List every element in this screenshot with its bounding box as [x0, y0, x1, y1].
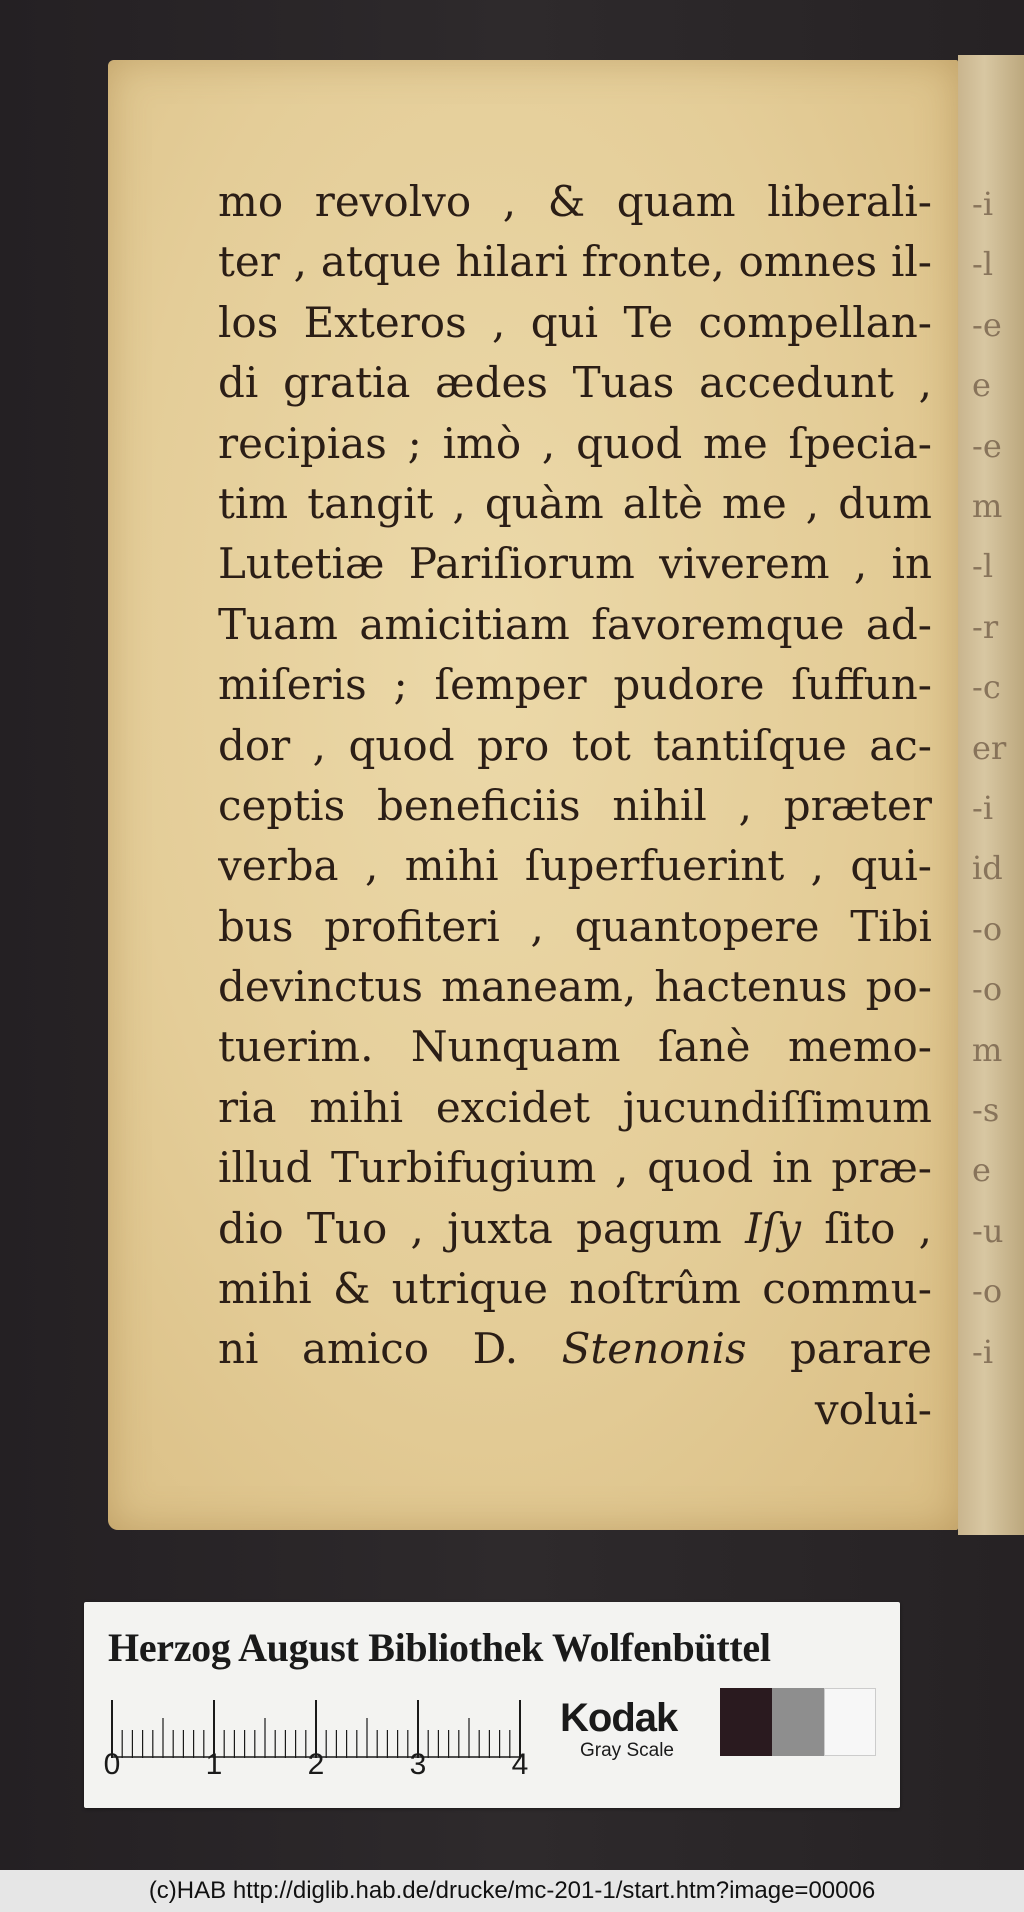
text-line: di gratia ædes Tuas accedunt , [218, 358, 932, 408]
adjacent-text-fragment: -c [972, 668, 1001, 707]
adjacent-text-fragment: -o [972, 909, 1003, 948]
text-line: devinctus maneam, hactenus po- [218, 962, 932, 1012]
text-line: ter , atque hilari fronte, omnes il- [218, 237, 932, 287]
adjacent-text-fragment: -r [972, 607, 999, 646]
line-segment: ſito , [800, 1203, 932, 1253]
text-line: los Exteros , qui Te compellan- [218, 297, 932, 347]
swatch-gray [772, 1688, 824, 1756]
adjacent-text-fragment: e [972, 366, 991, 405]
text-line: tim tangit , quàm altè me , dum [218, 478, 932, 528]
page-text [218, 172, 932, 1440]
text-line: Lutetiæ Pariſiorum viverem , in [218, 539, 932, 589]
text-line [218, 1199, 932, 1259]
text-line: bus profiteri , quantopere Tibi [218, 901, 932, 951]
adjacent-text-fragment: -o [972, 970, 1003, 1009]
text-line: mihi & utrique noſtrûm commu- [218, 1264, 932, 1314]
swatch-white [824, 1688, 876, 1756]
gray-scale-label: Gray Scale [580, 1740, 674, 1761]
adjacent-text-fragment: -l [972, 547, 994, 586]
text-line: mo revolvo , & quam liberali- [218, 177, 932, 226]
line-segment: ni amico D. [218, 1324, 562, 1374]
adjacent-text-fragment: id [972, 849, 1003, 888]
text-line: miſeris ; ſemper pudore ſuffun- [218, 660, 932, 710]
adjacent-text-fragment: er [972, 728, 1007, 767]
italic-name: Stenonis [561, 1324, 747, 1374]
adjacent-text-fragment: -o [972, 1272, 1003, 1311]
copyright-footer: (c)HAB http://diglib.hab.de/drucke/mc-201-1/start.htm?image=00006 [0, 1870, 1024, 1912]
adjacent-text-fragment: e [972, 1151, 991, 1190]
adjacent-page-edge [958, 55, 1024, 1535]
adjacent-text-fragment: -s [972, 1091, 1000, 1129]
ruler-number: 1 [205, 1748, 223, 1781]
adjacent-text-fragment: -i [972, 1332, 994, 1371]
ruler-number: 3 [409, 1748, 427, 1781]
italic-name: Iſy [745, 1203, 801, 1253]
text-line: ceptis beneficiis nihil , præter [218, 780, 932, 830]
text-line: ria mihi excidet jucundiſſimum [218, 1082, 932, 1132]
library-name: Herzog August Bibliothek Wolfenbüttel [108, 1625, 771, 1670]
adjacent-text-fragment: m [972, 1030, 1003, 1069]
ruler-numbers [84, 1748, 644, 1788]
ruler-number: 2 [307, 1748, 325, 1781]
swatch-black [720, 1688, 772, 1756]
text-line: verba , mihi ſuperfuerint , qui- [218, 841, 932, 891]
text-line: tuerim. Nunquam ſanè memo- [218, 1022, 932, 1072]
adjacent-text-fragment: -e [972, 426, 1002, 465]
line-segment: parare [746, 1324, 932, 1374]
catchword: volui- [814, 1384, 932, 1434]
text-line: Tuam amicitiam favoremque ad- [218, 599, 932, 649]
ruler-number: 0 [103, 1748, 121, 1781]
adjacent-text-fragment: -l [972, 245, 994, 284]
adjacent-text-fragment: m [972, 487, 1003, 525]
text-line [218, 1319, 932, 1379]
adjacent-text-fragment: -e [972, 305, 1002, 344]
adjacent-text-fragment: -i [972, 185, 994, 223]
kodak-logo: Kodak [560, 1696, 678, 1740]
text-line: dor , quod pro tot tantiſque ac- [218, 720, 932, 770]
ruler-number: 4 [511, 1748, 529, 1781]
text-line: recipias ; imò , quod me ſpecia- [218, 418, 932, 468]
line-segment: dio Tuo , juxta pagum [218, 1203, 746, 1253]
text-line: illud Turbifugium , quod in præ- [218, 1143, 932, 1193]
adjacent-text-fragment: -i [972, 789, 994, 827]
color-scale-card [84, 1602, 900, 1808]
adjacent-text-fragment: -u [972, 1211, 1004, 1250]
